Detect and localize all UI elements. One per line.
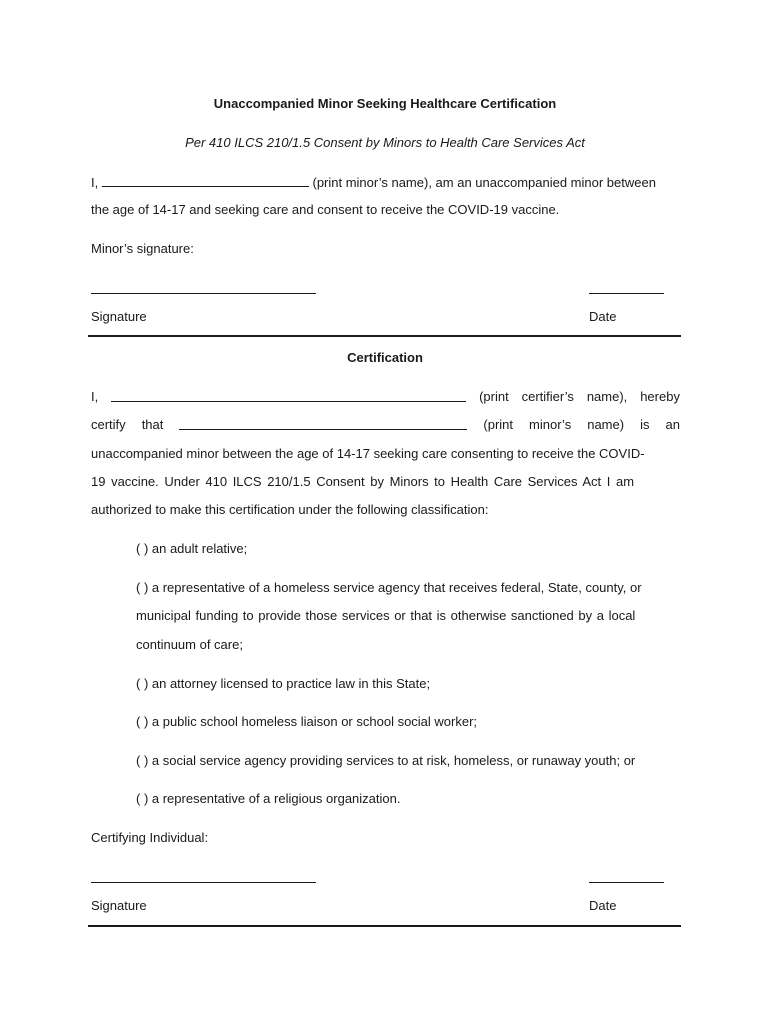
- cert-word: certify: [91, 417, 126, 432]
- minor-signature-label: Minor’s signature:: [91, 241, 194, 256]
- cert-prefix: I,: [91, 389, 99, 404]
- cert-word: (print: [479, 389, 509, 404]
- option-homeless-agency-line-3: continuum of care;: [136, 637, 243, 652]
- document-subtitle: Per 410 ILCS 210/1.5 Consent by Minors to Health Care Services Act: [185, 135, 585, 150]
- certification-line-1: [91, 389, 680, 405]
- certification-line-3: unaccompanied minor between the age of 14-17 seeking care consenting to receive the COVID-: [91, 446, 645, 461]
- option-attorney[interactable]: ( ) an attorney licensed to practice law in this State;: [136, 676, 431, 691]
- certifier-name-field[interactable]: [111, 389, 466, 402]
- option-adult-relative[interactable]: ( ) an adult relative;: [136, 541, 248, 556]
- certifying-individual-label: Certifying Individual:: [91, 830, 209, 845]
- cert-word: certifier’s: [521, 389, 574, 404]
- option-school-liaison[interactable]: ( ) a public school homeless liaison or school social worker;: [136, 714, 478, 729]
- cert-word: name): [587, 417, 625, 432]
- minor-date-caption: Date: [589, 309, 617, 324]
- certification-line-2: [91, 417, 680, 433]
- minor-statement-line-1: [91, 174, 656, 191]
- cert-word: an: [665, 417, 680, 432]
- section-divider: [88, 335, 681, 337]
- certified-minor-name-field[interactable]: [179, 417, 467, 430]
- certifier-signature-caption: Signature: [91, 898, 147, 913]
- cert-word: that: [141, 417, 164, 432]
- minor-date-line[interactable]: [589, 293, 664, 294]
- bottom-divider: [88, 925, 681, 927]
- cert-word: is: [640, 417, 650, 432]
- minor-name-field[interactable]: [102, 174, 309, 187]
- certifier-date-line[interactable]: [589, 882, 664, 883]
- certification-line-4: 19 vaccine. Under 410 ILCS 210/1.5 Consent by Minors to Health Care Services Act I am: [91, 474, 635, 489]
- option-homeless-agency-line-2: municipal funding to provide those services or that is otherwise sanctioned by a local: [136, 608, 636, 623]
- cert-word: (print: [483, 417, 514, 432]
- option-religious-organization[interactable]: ( ) a representative of a religious organization.: [136, 791, 401, 806]
- minor-statement-suffix: (print minor’s name), am an unaccompanied minor between: [312, 175, 656, 190]
- certifier-date-caption: Date: [589, 898, 617, 913]
- cert-word: hereby: [640, 389, 680, 404]
- document-title: Unaccompanied Minor Seeking Healthcare Certification: [213, 96, 557, 111]
- certifier-signature-line[interactable]: [91, 882, 316, 883]
- minor-signature-caption: Signature: [91, 309, 147, 324]
- option-social-service-agency[interactable]: ( ) a social service agency providing services to at risk, homeless, or runaway youth; or: [136, 753, 636, 768]
- minor-statement-line-2: the age of 14-17 and seeking care and consent to receive the COVID-19 vaccine.: [91, 202, 560, 217]
- option-homeless-agency[interactable]: ( ) a representative of a homeless service agency that receives federal, State, county, or: [136, 580, 642, 595]
- certification-heading: Certification: [347, 350, 423, 365]
- cert-word: name),: [586, 389, 628, 404]
- minor-statement-prefix: I,: [91, 175, 99, 190]
- certification-line-5: authorized to make this certification under the following classification:: [91, 502, 489, 517]
- minor-signature-line[interactable]: [91, 293, 316, 294]
- cert-word: minor’s: [529, 417, 572, 432]
